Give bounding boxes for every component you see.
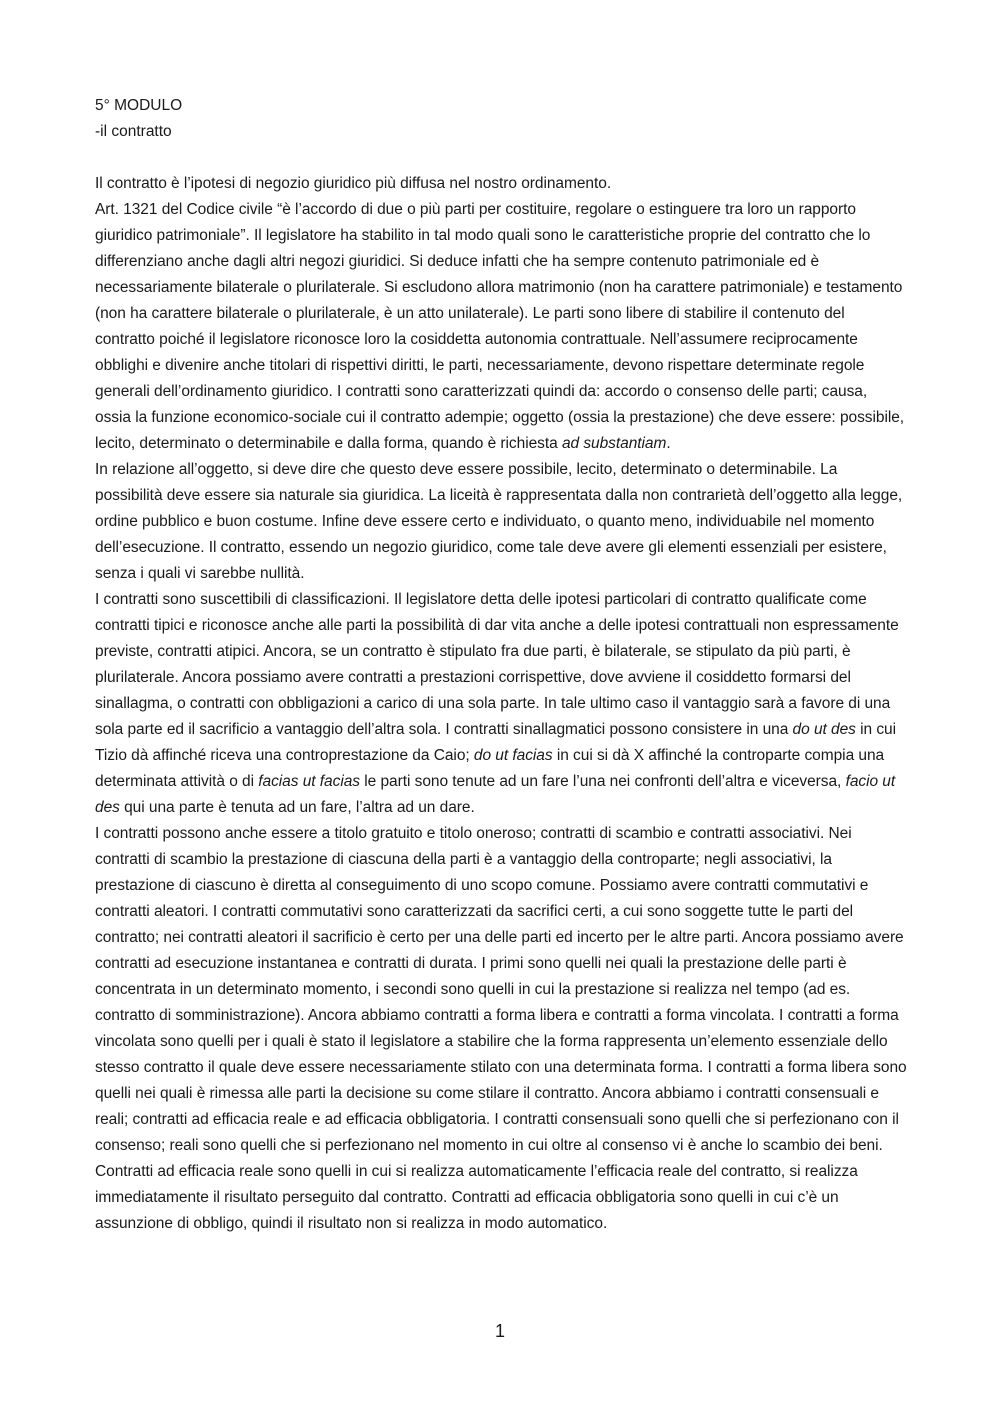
paragraph: In relazione all’oggetto, si deve dire che questo deve essere possibile, lecito, determinato o determinabile. La possibilità deve essere sia naturale sia giuridica. La liceità è rappresentata dalla non contrarietà dell’oggetto alla legge, ordine pubblico e buon costume. Infine deve essere certo e individuato, o quanto meno, individuabile nel momento dell’esecuzione. Il contratto, essendo un negozio giuridico, come tale deve avere gli elementi essenziali per esistere, senza i quali vi sarebbe nullità. xyxy=(95,461,903,582)
paragraph: I contratti possono anche essere a titolo gratuito e titolo oneroso; contratti di scambio e contratti associativi. Nei contratti di scambio la prestazione di ciascuna della parti è a vantaggio della controparte; negli associativi, la prestazione di ciascuno è diretta al conseguimento di uno scopo comune. Possiamo avere contratti commutativi e contratti aleatori. I contratti commutativi sono caratterizzati da sacrifici certi, a cui sono soggette tutte le parti del contratto; nei contratti aleatori il sacrificio è certo per una delle parti ed incerto per le altre parti. Ancora possiamo avere contratti ad esecuzione instantanea e contratti di durata. I primi sono quelli nei quali la prestazione delle parti è concentrata in un determinato momento, i secondi sono quelli in cui la prestazione si realizza nel tempo (ad es. contratto di somministrazione). Ancora abbiamo contratti a forma libera e contratti a forma vincolata. I contratti a forma vincolata sono quelli per i quali è stato il legislatore a stabilire che la forma rappresenta un’elemento essenziale dello stesso contratto il quale deve essere necessariamente stilato con una determinata forma. I contratti a forma libera sono quelli nei quali è rimessa alle parti la decisione su come stilare il contratto. Ancora abbiamo i contratti consensuali e reali; contratti ad efficacia reale e ad efficacia obbligatoria. I contratti consensuali sono quelli che si perfezionano con il consenso; reali sono quelli che si perfezionano nel momento in cui oltre al consenso vi è anche lo scambio dei beni. Contratti ad efficacia reale sono quelli in cui si realizza automaticamente l’efficacia reale del contratto, si realizza immediatamente il risultato perseguito dal contratto. Contratti ad efficacia obbligatoria sono quelli in cui c’è un assunzione di obbligo, quindi il risultato non si realizza in modo automatico. xyxy=(95,825,907,1232)
paragraph: I contratti sono suscettibili di classificazioni. Il legislatore detta delle ipotesi particolari di contratto qualificate come contratti tipici e riconosce anche alle parti la possibilità di dar vita anche a delle ipotesi contrattuali non espressamente previste, contratti atipici. Ancora, se un contratto è stipulato fra due parti, è bilaterale, se stipulato da più parti, è plurilaterale. Ancora possiamo avere contratti a prestazioni corrispettive, dove avviene il cosiddetto formarsi del sinallagma, o contratti con obbligazioni a carico di una sola parte. In tale ultimo caso il vantaggio sarà a favore di una sola parte ed il sacrificio a vantaggio dell’altra sola. I contratti sinallagmatici possono consistere in una do ut des in cui Tizio dà affinché riceva una controprestazione da Caio; do ut facias in cui si dà X affinché la controparte compia una determinata attività o di facias ut facias le parti sono tenute ad un fare l’una nei confronti dell’altra e viceversa, facio ut des qui una parte è tenuta ad un fare, l’altra ad un dare. xyxy=(95,591,899,816)
italic-term: do ut facias xyxy=(473,747,553,764)
module-title: 5° MODULO xyxy=(95,97,183,114)
page-number: 1 xyxy=(494,1321,505,1341)
italic-term: ad substantiam xyxy=(561,435,667,452)
topic-title: -il contratto xyxy=(95,123,172,140)
paragraph: Il contratto è l’ipotesi di negozio giuridico più diffusa nel nostro ordinamento. xyxy=(95,175,612,192)
paragraph: Art. 1321 del Codice civile “è l’accordo di due o più parti per costituire, regolare o estinguere tra loro un rapporto giuridico patrimoniale”. Il legislatore ha stabilito in tal modo quali sono le caratteristiche proprie del contratto che lo differenziano anche dagli altri negozi giuridici. Si deduce infatti che ha sempre contenuto patrimoniale ed è necessariamente bilaterale o plurilaterale. Si escludono allora matrimonio (non ha carattere patrimoniale) e testamento (non ha carattere bilaterale o plurilaterale, è un atto unilaterale). Le parti sono libere di stabilire il contenuto del contratto poiché il legislatore riconosce loro la cosiddetta autonomia contrattuale. Nell’assumere reciprocamente obblighi e divenire anche titolari di rispettivi diritti, le parti, necessariamente, devono rispettare determinate regole generali dell’ordinamento giuridico. I contratti sono caratterizzati quindi da: accordo o consenso delle parti; causa, ossia la funzione economico-sociale cui il contratto adempie; oggetto (ossia la prestazione) che deve essere: possibile, lecito, determinato o determinabile e dalla forma, quando è richiesta ad substantiam. xyxy=(95,201,905,452)
italic-term: do ut des xyxy=(792,721,856,738)
italic-term: facio ut des xyxy=(95,773,896,816)
heading-block xyxy=(95,93,182,145)
italic-term: facias ut facias xyxy=(258,773,360,790)
body-text xyxy=(95,171,907,1237)
